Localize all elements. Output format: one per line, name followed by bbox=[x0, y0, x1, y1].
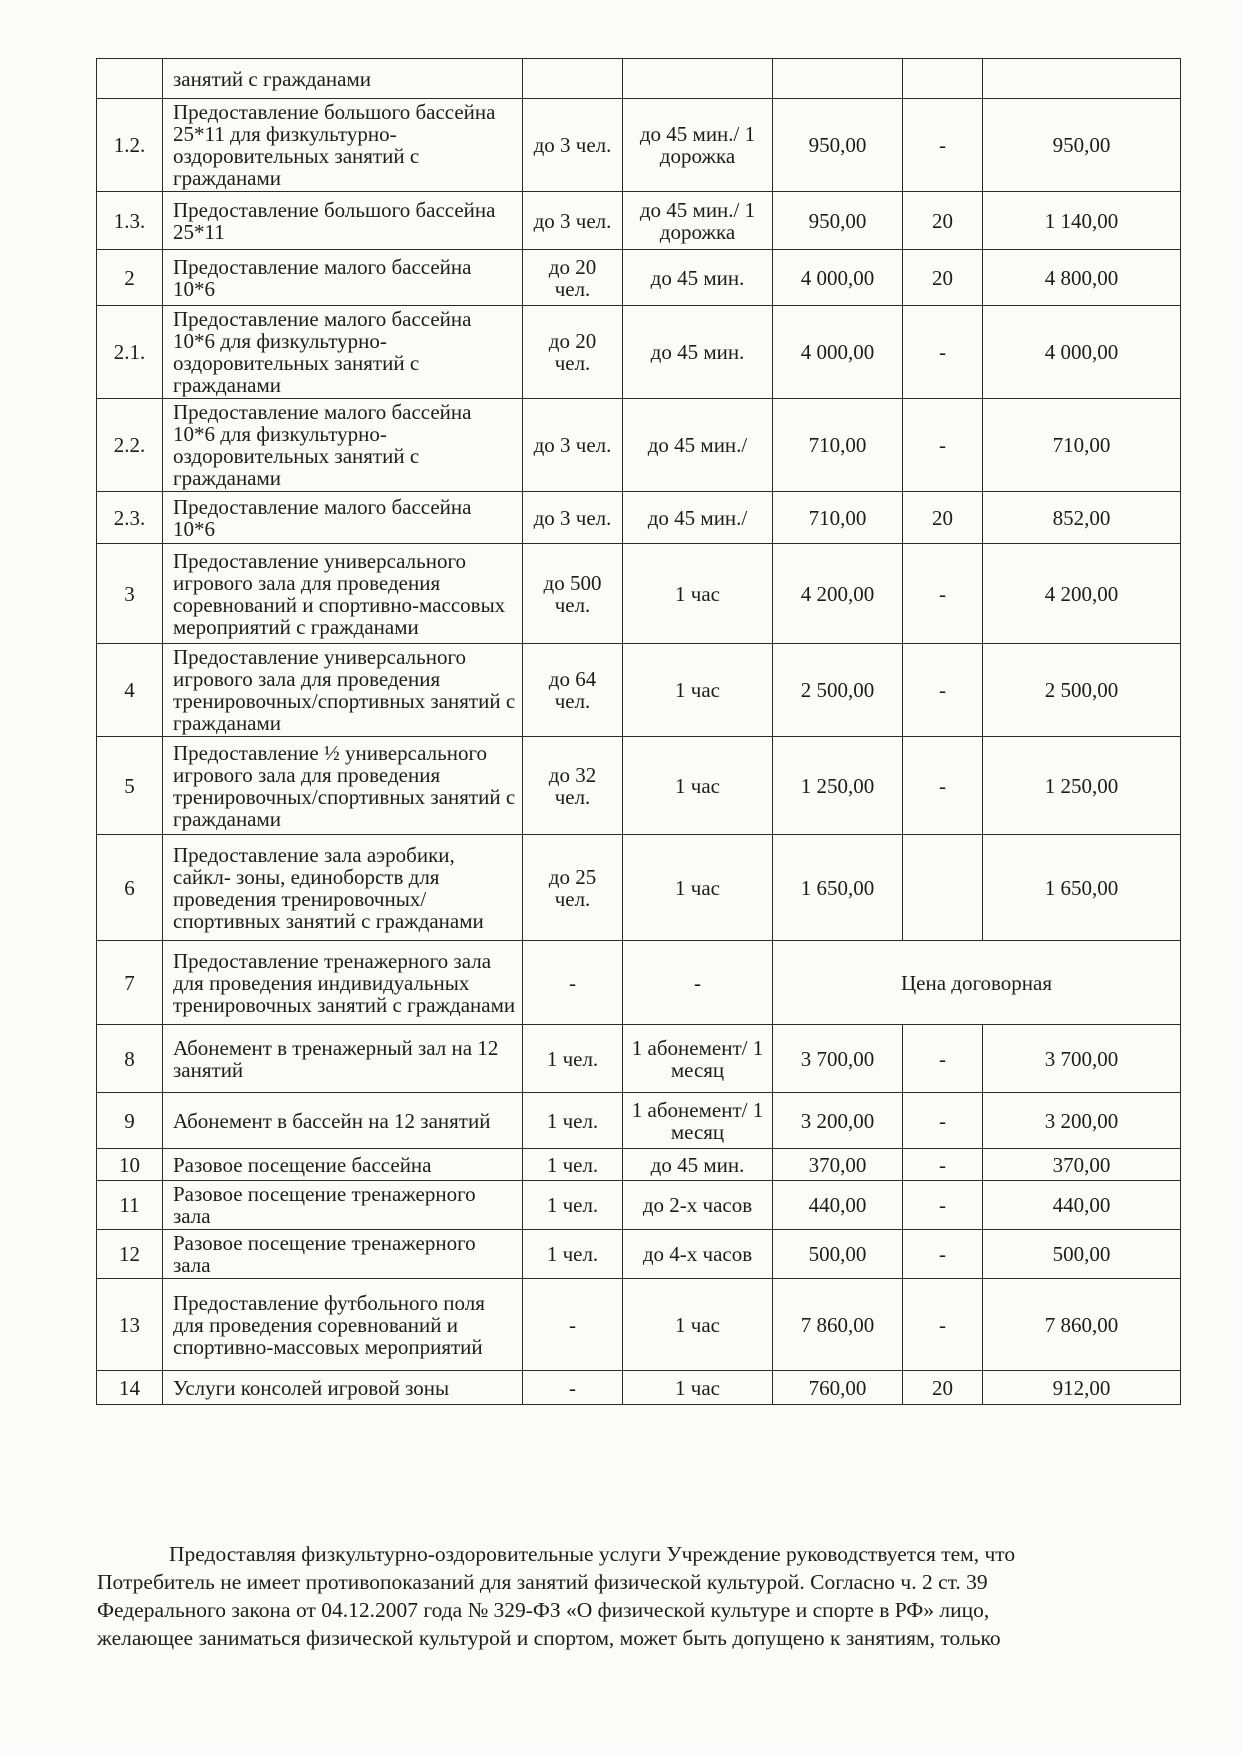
row-number: 1.3. bbox=[97, 192, 163, 250]
row-number: 2.2. bbox=[97, 399, 163, 492]
total-price: 7 860,00 bbox=[983, 1279, 1181, 1371]
row-number: 12 bbox=[97, 1230, 163, 1279]
duration: до 45 мин./ 1 дорожка bbox=[623, 192, 773, 250]
duration: 1 час bbox=[623, 737, 773, 835]
table-row bbox=[97, 1093, 1181, 1149]
price: 710,00 bbox=[773, 492, 903, 544]
capacity: до 3 чел. bbox=[523, 192, 623, 250]
vat-rate: 20 bbox=[903, 492, 983, 544]
footer-line: Федерального закона от 04.12.2007 года № 329-ФЗ «О физической культуре и спорте в РФ» лицо, bbox=[97, 1598, 990, 1622]
table-row bbox=[97, 1025, 1181, 1093]
total-price: 4 000,00 bbox=[983, 306, 1181, 399]
row-number: 1.2. bbox=[97, 99, 163, 192]
capacity: до 500 чел. bbox=[523, 544, 623, 644]
capacity: до 3 чел. bbox=[523, 492, 623, 544]
vat-rate: 20 bbox=[903, 1371, 983, 1405]
duration: 1 абонемент/ 1 месяц bbox=[623, 1093, 773, 1149]
row-number: 7 bbox=[97, 941, 163, 1025]
capacity: до 64 чел. bbox=[523, 644, 623, 737]
total-price: 370,00 bbox=[983, 1149, 1181, 1181]
price: 1 250,00 bbox=[773, 737, 903, 835]
row-number: 8 bbox=[97, 1025, 163, 1093]
capacity: до 3 чел. bbox=[523, 99, 623, 192]
table-row bbox=[97, 492, 1181, 544]
total-price: 4 200,00 bbox=[983, 544, 1181, 644]
table-row bbox=[97, 99, 1181, 192]
capacity: - bbox=[523, 1371, 623, 1405]
price bbox=[773, 59, 903, 99]
total-price: 2 500,00 bbox=[983, 644, 1181, 737]
service-name: Абонемент в бассейн на 12 занятий bbox=[163, 1093, 523, 1149]
vat-rate bbox=[903, 835, 983, 941]
capacity: до 32 чел. bbox=[523, 737, 623, 835]
vat-rate: - bbox=[903, 544, 983, 644]
table-row bbox=[97, 59, 1181, 99]
price: 2 500,00 bbox=[773, 644, 903, 737]
row-number: 2 bbox=[97, 250, 163, 306]
service-name: Абонемент в тренажерный зал на 12 занятий bbox=[163, 1025, 523, 1093]
total-price: 1 140,00 bbox=[983, 192, 1181, 250]
table-row bbox=[97, 835, 1181, 941]
total-price: 852,00 bbox=[983, 492, 1181, 544]
price: 1 650,00 bbox=[773, 835, 903, 941]
row-number: 3 bbox=[97, 544, 163, 644]
row-number: 11 bbox=[97, 1181, 163, 1230]
service-name: занятий с гражданами bbox=[163, 59, 523, 99]
duration: до 45 мин./ bbox=[623, 492, 773, 544]
row-number: 10 bbox=[97, 1149, 163, 1181]
price: 4 000,00 bbox=[773, 250, 903, 306]
price: 4 000,00 bbox=[773, 306, 903, 399]
service-name: Предоставление малого бассейна 10*6 для физкультурно-оздоровительных занятий с гражданами bbox=[163, 306, 523, 399]
total-price: 1 650,00 bbox=[983, 835, 1181, 941]
price: 760,00 bbox=[773, 1371, 903, 1405]
duration: до 45 мин./ 1 дорожка bbox=[623, 99, 773, 192]
service-name: Предоставление тренажерного зала для проведения индивидуальных тренировочных занятий с гражданами bbox=[163, 941, 523, 1025]
total-price: 950,00 bbox=[983, 99, 1181, 192]
table-row bbox=[97, 1181, 1181, 1230]
total-price: 500,00 bbox=[983, 1230, 1181, 1279]
price: 3 200,00 bbox=[773, 1093, 903, 1149]
capacity: до 20 чел. bbox=[523, 250, 623, 306]
footer-line: желающее заниматься физической культурой и спортом, может быть допущено к занятиям, только bbox=[97, 1626, 1001, 1650]
footer-paragraph bbox=[97, 1540, 1179, 1652]
duration: до 45 мин. bbox=[623, 250, 773, 306]
footer-line: Предоставляя физкультурно-оздоровительные услуги Учреждение руководствуется тем, что bbox=[169, 1542, 1016, 1566]
duration: 1 час bbox=[623, 835, 773, 941]
total-price: 440,00 bbox=[983, 1181, 1181, 1230]
service-name: Предоставление большого бассейна 25*11 bbox=[163, 192, 523, 250]
service-name: Предоставление малого бассейна 10*6 для физкультурно-оздоровительных занятий с гражданами bbox=[163, 399, 523, 492]
table-row bbox=[97, 644, 1181, 737]
service-name: Предоставление ½ универсального игрового зала для проведения тренировочных/спортивных занятий с гражданами bbox=[163, 737, 523, 835]
price: 3 700,00 bbox=[773, 1025, 903, 1093]
duration: 1 абонемент/ 1 месяц bbox=[623, 1025, 773, 1093]
price: 440,00 bbox=[773, 1181, 903, 1230]
capacity: до 3 чел. bbox=[523, 399, 623, 492]
vat-rate: - bbox=[903, 1181, 983, 1230]
table-row bbox=[97, 1149, 1181, 1181]
duration: до 45 мин. bbox=[623, 1149, 773, 1181]
service-name: Предоставление большого бассейна 25*11 для физкультурно-оздоровительных занятий с гражданами bbox=[163, 99, 523, 192]
duration: 1 час bbox=[623, 644, 773, 737]
total-price: 1 250,00 bbox=[983, 737, 1181, 835]
row-number: 4 bbox=[97, 644, 163, 737]
price: 370,00 bbox=[773, 1149, 903, 1181]
total-price bbox=[983, 59, 1181, 99]
service-name: Предоставление малого бассейна 10*6 bbox=[163, 250, 523, 306]
row-number: 13 bbox=[97, 1279, 163, 1371]
table-row bbox=[97, 1371, 1181, 1405]
total-price: 710,00 bbox=[983, 399, 1181, 492]
table-row bbox=[97, 737, 1181, 835]
table-body bbox=[97, 59, 1181, 1405]
price: 950,00 bbox=[773, 192, 903, 250]
vat-rate: - bbox=[903, 1093, 983, 1149]
capacity: 1 чел. bbox=[523, 1093, 623, 1149]
table-row bbox=[97, 250, 1181, 306]
price: 7 860,00 bbox=[773, 1279, 903, 1371]
vat-rate: - bbox=[903, 1149, 983, 1181]
capacity: - bbox=[523, 941, 623, 1025]
row-number: 14 bbox=[97, 1371, 163, 1405]
table-row bbox=[97, 1279, 1181, 1371]
table-row bbox=[97, 1230, 1181, 1279]
total-price: 3 700,00 bbox=[983, 1025, 1181, 1093]
duration: до 4-х часов bbox=[623, 1230, 773, 1279]
vat-rate: - bbox=[903, 399, 983, 492]
capacity: - bbox=[523, 1279, 623, 1371]
row-number: 6 bbox=[97, 835, 163, 941]
duration: до 45 мин./ bbox=[623, 399, 773, 492]
capacity: до 25 чел. bbox=[523, 835, 623, 941]
vat-rate: - bbox=[903, 99, 983, 192]
vat-rate: - bbox=[903, 1279, 983, 1371]
price: 4 200,00 bbox=[773, 544, 903, 644]
capacity: до 20 чел. bbox=[523, 306, 623, 399]
vat-rate bbox=[903, 59, 983, 99]
service-name: Разовое посещение тренажерного зала bbox=[163, 1230, 523, 1279]
duration: 1 час bbox=[623, 544, 773, 644]
service-name: Предоставление футбольного поля для проведения соревнований и спортивно-массовых мероприятий bbox=[163, 1279, 523, 1371]
service-name: Услуги консолей игровой зоны bbox=[163, 1371, 523, 1405]
service-name: Разовое посещение тренажерного зала bbox=[163, 1181, 523, 1230]
duration: до 2-х часов bbox=[623, 1181, 773, 1230]
price-table bbox=[96, 58, 1181, 1405]
capacity bbox=[523, 59, 623, 99]
vat-rate: - bbox=[903, 1230, 983, 1279]
service-name: Предоставление универсального игрового зала для проведения тренировочных/спортивных занятий с гражданами bbox=[163, 644, 523, 737]
vat-rate: 20 bbox=[903, 192, 983, 250]
capacity: 1 чел. bbox=[523, 1181, 623, 1230]
service-name: Предоставление малого бассейна 10*6 bbox=[163, 492, 523, 544]
row-number: 2.3. bbox=[97, 492, 163, 544]
table-row bbox=[97, 941, 1181, 1025]
table-row bbox=[97, 192, 1181, 250]
table-row bbox=[97, 399, 1181, 492]
duration: до 45 мин. bbox=[623, 306, 773, 399]
negotiable-price: Цена договорная bbox=[773, 941, 1181, 1025]
row-number: 2.1. bbox=[97, 306, 163, 399]
table-row bbox=[97, 544, 1181, 644]
duration: 1 час bbox=[623, 1371, 773, 1405]
service-name: Разовое посещение бассейна bbox=[163, 1149, 523, 1181]
service-name: Предоставление зала аэробики, сайкл- зоны, единоборств для проведения тренировочных/спортивных занятий с гражданами bbox=[163, 835, 523, 941]
duration bbox=[623, 59, 773, 99]
duration: 1 час bbox=[623, 1279, 773, 1371]
total-price: 4 800,00 bbox=[983, 250, 1181, 306]
capacity: 1 чел. bbox=[523, 1230, 623, 1279]
row-number: 5 bbox=[97, 737, 163, 835]
table-row bbox=[97, 306, 1181, 399]
vat-rate: - bbox=[903, 306, 983, 399]
vat-rate: - bbox=[903, 737, 983, 835]
service-name: Предоставление универсального игрового зала для проведения соревнований и спортивно-массовых мероприятий с гражданами bbox=[163, 544, 523, 644]
row-number bbox=[97, 59, 163, 99]
total-price: 3 200,00 bbox=[983, 1093, 1181, 1149]
capacity: 1 чел. bbox=[523, 1149, 623, 1181]
capacity: 1 чел. bbox=[523, 1025, 623, 1093]
price: 950,00 bbox=[773, 99, 903, 192]
row-number: 9 bbox=[97, 1093, 163, 1149]
price: 500,00 bbox=[773, 1230, 903, 1279]
price: 710,00 bbox=[773, 399, 903, 492]
vat-rate: - bbox=[903, 644, 983, 737]
vat-rate: - bbox=[903, 1025, 983, 1093]
duration: - bbox=[623, 941, 773, 1025]
footer-line: Потребитель не имеет противопоказаний для занятий физической культурой. Согласно ч. 2 ст. 39 bbox=[97, 1570, 988, 1594]
total-price: 912,00 bbox=[983, 1371, 1181, 1405]
vat-rate: 20 bbox=[903, 250, 983, 306]
